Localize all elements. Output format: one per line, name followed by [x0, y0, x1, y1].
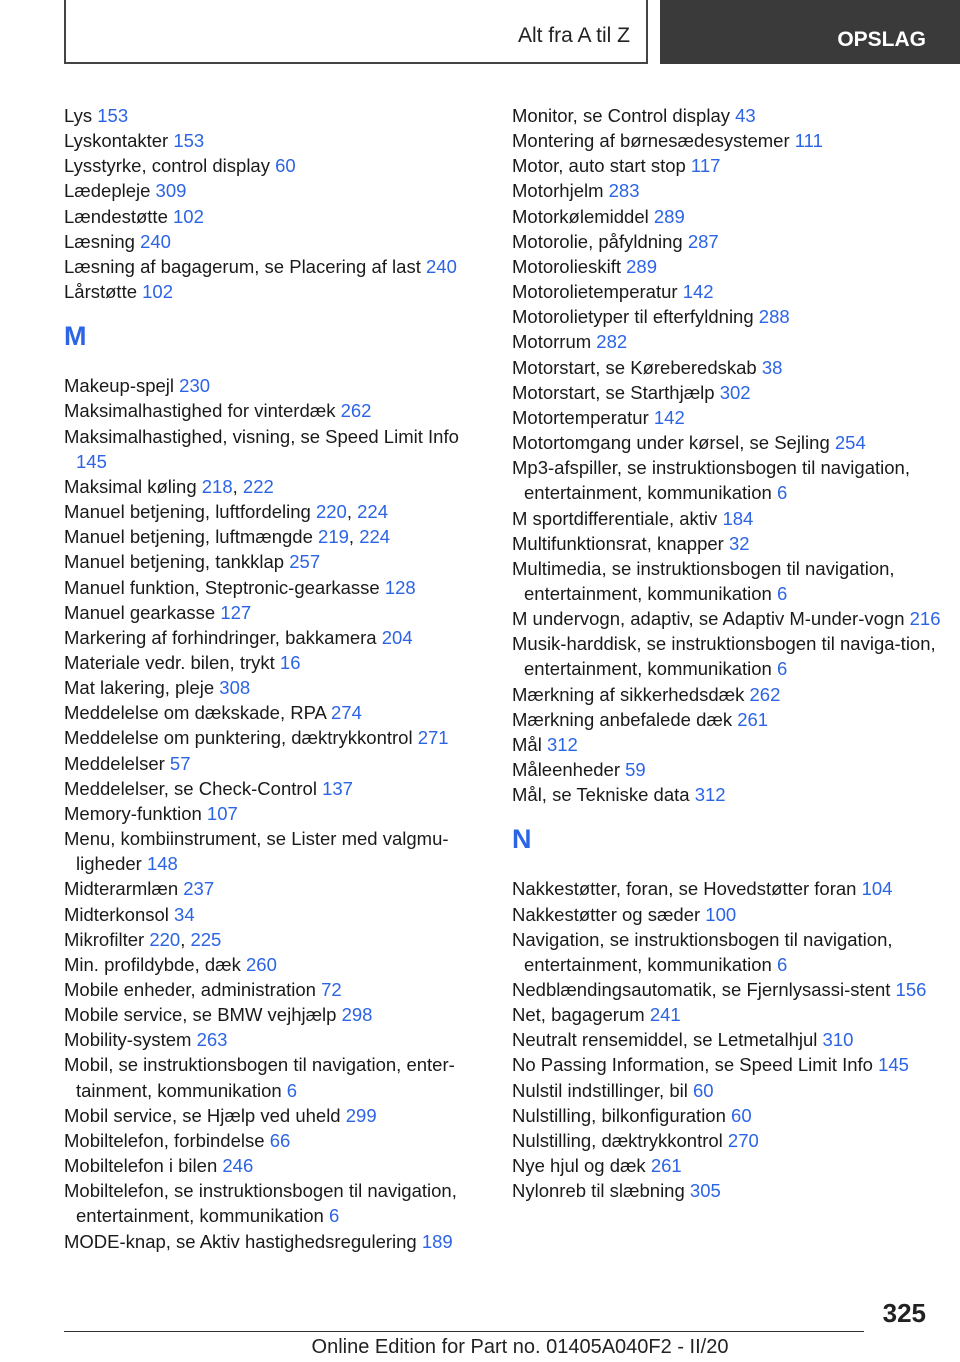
- index-entry: [64, 128, 484, 153]
- index-entry: [64, 600, 484, 625]
- page-reference-link[interactable]: 308: [219, 677, 251, 699]
- page-reference-link[interactable]: 312: [546, 733, 578, 755]
- index-entry-term: Motorrum: [512, 331, 592, 353]
- page-reference-link[interactable]: 254: [834, 432, 866, 454]
- index-entry: [512, 682, 942, 707]
- index-column-right: [512, 103, 942, 1203]
- page-reference-link[interactable]: 309: [155, 180, 187, 202]
- index-entry: [512, 153, 942, 178]
- index-entry: [64, 575, 484, 600]
- index-entry: [64, 1052, 484, 1102]
- index-entry: [64, 1153, 484, 1178]
- index-entry-term: Navigation, se instruktionsbogen til navigation, entertainment, kommunikation: [512, 928, 893, 975]
- index-entry: [64, 204, 484, 229]
- index-entry: Manuel betjening, luftfordeling 220, 224: [64, 501, 389, 523]
- page-number: 325: [882, 1298, 926, 1328]
- index-entry-term: M undervogn, adaptiv, se Adaptiv M-under-vogn: [512, 608, 905, 630]
- index-entry-term: Mobiltelefon, forbindelse: [64, 1129, 265, 1151]
- index-entry: [64, 675, 484, 700]
- page-reference-link[interactable]: 263: [196, 1029, 228, 1051]
- page-reference-link[interactable]: 282: [596, 331, 628, 353]
- page-reference-link[interactable]: 184: [722, 507, 754, 529]
- page-reference-link[interactable]: 142: [653, 406, 685, 428]
- index-entry-term: Meddelelse om punktering, dæktrykkontrol: [64, 727, 413, 749]
- page-reference-link[interactable]: 246: [222, 1155, 254, 1177]
- index-entry: [512, 732, 942, 757]
- index-entry: [64, 650, 484, 675]
- index-entry-term: Motorolieskift: [512, 255, 621, 277]
- index-entry-term: Motorolie, påfyldning: [512, 230, 683, 252]
- index-entry-term: Nulstil indstillinger, bil: [512, 1079, 688, 1101]
- page-reference-link[interactable]: 240: [426, 255, 457, 277]
- page-reference-link[interactable]: 310: [822, 1029, 854, 1051]
- index-entry-term: Mp3-afspiller, se instruktionsbogen til navigation, entertainment, kommunikation: [512, 457, 910, 504]
- index-entry-term: Meddelelse om dækskade, RPA: [64, 702, 326, 724]
- index-entry-term: Maksimalhastighed for vinterdæk: [64, 400, 336, 422]
- index-entry-term: Nulstilling, bilkonfiguration: [512, 1104, 726, 1126]
- index-entry: [64, 103, 484, 128]
- page-reference-link[interactable]: 204: [381, 626, 413, 648]
- index-entry: [512, 1078, 942, 1103]
- index-entry: [512, 178, 942, 203]
- index-entry: [64, 977, 484, 1002]
- page-reference-link[interactable]: 60: [275, 155, 296, 177]
- index-entry: [64, 751, 484, 776]
- index-entry: [512, 455, 942, 505]
- index-entry: [512, 405, 942, 430]
- index-entry-term: Mærkning anbefalede dæk: [512, 708, 733, 730]
- page-reference-link[interactable]: 6: [776, 482, 788, 504]
- index-entry-term: Manuel betjening, tankklap: [64, 551, 285, 573]
- index-entry-term: Motorolietyper til efterfyldning: [512, 306, 754, 328]
- page-reference-link[interactable]: 287: [687, 230, 719, 252]
- index-entry: [512, 556, 942, 606]
- page-reference-link[interactable]: 222: [242, 475, 274, 497]
- index-entry: Mikrofilter 220, 225: [64, 928, 222, 950]
- index-entry: [64, 1178, 484, 1228]
- page-reference-link[interactable]: 153: [173, 130, 205, 152]
- page-reference-link[interactable]: 43: [735, 105, 756, 126]
- page-reference-link[interactable]: 237: [183, 878, 215, 900]
- index-entry: [64, 625, 484, 650]
- index-entry: [512, 631, 942, 681]
- index-entry: [64, 229, 484, 254]
- page-reference-link[interactable]: 72: [321, 979, 342, 1000]
- index-entry: [64, 1002, 484, 1027]
- index-entry: [64, 1103, 484, 1128]
- page-reference-link[interactable]: 153: [97, 105, 129, 126]
- index-letter-heading: N: [512, 824, 532, 855]
- index-entry: [64, 902, 484, 927]
- page-reference-link[interactable]: 218: [201, 475, 233, 497]
- page-reference-link[interactable]: 220: [315, 501, 347, 523]
- index-entry: [512, 927, 942, 977]
- page-reference-link[interactable]: 6: [286, 1079, 298, 1101]
- page-reference-link[interactable]: 34: [174, 903, 195, 925]
- index-entry-term: Nylonreb til slæbning: [512, 1180, 685, 1202]
- page-reference-link[interactable]: 59: [625, 759, 646, 781]
- index-entry-term: Midterarmlæn: [64, 878, 179, 900]
- index-entry-term: Lysstyrke, control display: [64, 155, 270, 177]
- page-reference-link[interactable]: 66: [269, 1129, 291, 1151]
- index-entry-term: Motortomgang under kørsel, se Sejling: [512, 432, 830, 454]
- index-entry: [64, 1128, 484, 1153]
- index-entry: [512, 355, 942, 380]
- index-entry-term: Mikrofilter: [64, 928, 145, 950]
- index-entry: [64, 153, 484, 178]
- page-reference-link[interactable]: 271: [417, 727, 449, 749]
- index-entry-term: Lændestøtte: [64, 205, 168, 227]
- index-entry: [512, 707, 942, 732]
- index-entry-term: Mobiltelefon i bilen: [64, 1155, 218, 1177]
- page-reference-link[interactable]: 270: [727, 1129, 759, 1151]
- index-entry-term: Motorstart, se Køreberedskab: [512, 356, 757, 378]
- index-entry-term: Memory-funktion: [64, 802, 202, 824]
- index-entry-term: Meddelelser: [64, 752, 165, 774]
- index-entry-term: Mobil service, se Hjælp ved uheld: [64, 1104, 341, 1126]
- index-entry-term: Mål, se Tekniske data: [512, 784, 690, 806]
- index-entry-term: Lårstøtte: [64, 281, 137, 303]
- index-entry-term: Mobiltelefon, se instruktionsbogen til navigation, entertainment, kommunikation: [64, 1180, 457, 1227]
- index-entry: [64, 700, 484, 725]
- index-entry-term: Materiale vedr. bilen, trykt: [64, 651, 275, 673]
- page-reference-link[interactable]: 261: [650, 1155, 682, 1177]
- index-entry: [512, 1027, 942, 1052]
- page-reference-link[interactable]: 6: [328, 1205, 340, 1227]
- page-reference-link[interactable]: 117: [690, 155, 721, 177]
- index-entry: [512, 1128, 942, 1153]
- index-entry-term: Monitor, se Control display: [512, 105, 730, 126]
- page-reference-link[interactable]: 6: [776, 582, 788, 604]
- page-reference-link[interactable]: 289: [653, 205, 685, 227]
- page-reference-link[interactable]: 261: [737, 708, 769, 730]
- index-entry: [512, 304, 942, 329]
- page-reference-link[interactable]: 220: [149, 928, 181, 950]
- index-entry-term: M sportdifferentiale, aktiv: [512, 507, 718, 529]
- index-entry-term: Lys: [64, 105, 93, 126]
- index-entry-term: Mobil, se instruktionsbogen til navigation, enter-tainment, kommunikation: [64, 1054, 455, 1101]
- index-entry-term: Mobile enheder, administration: [64, 979, 316, 1000]
- index-letter-heading: M: [64, 321, 87, 352]
- index-entry: [64, 876, 484, 901]
- index-entry: [64, 826, 484, 876]
- page-reference-link[interactable]: 128: [384, 576, 416, 598]
- index-entry-term: Mat lakering, pleje: [64, 677, 215, 699]
- index-entry-term: Net, bagagerum: [512, 1004, 645, 1026]
- page-reference-link[interactable]: 100: [705, 903, 737, 925]
- index-entry: [64, 1027, 484, 1052]
- index-entry: [64, 549, 484, 574]
- index-entry-term: Manuel funktion, Steptronic-gearkasse: [64, 576, 380, 598]
- index-entry: [512, 430, 942, 455]
- page-reference-link[interactable]: 145: [878, 1054, 909, 1076]
- index-entry-term: Montering af børnesædesystemer: [512, 130, 790, 152]
- index-entry-term: Nakkestøtter, foran, se Hovedstøtter foran: [512, 878, 857, 900]
- page-reference-link[interactable]: 262: [340, 400, 372, 422]
- index-entry: [512, 1153, 942, 1178]
- index-entry-term: Nakkestøtter og sæder: [512, 903, 701, 925]
- page-reference-link[interactable]: 241: [649, 1004, 681, 1026]
- page-reference-link[interactable]: 6: [776, 953, 788, 975]
- index-entry-term: Min. profildybde, dæk: [64, 953, 241, 975]
- index-entry: [512, 876, 942, 901]
- page-reference-link[interactable]: 274: [331, 702, 362, 724]
- page-reference-link[interactable]: 156: [895, 979, 927, 1000]
- index-entry-term: Maksimal køling: [64, 475, 197, 497]
- index-entry: [512, 329, 942, 354]
- index-entry-term: Mobile service, se BMW vejhjælp: [64, 1004, 337, 1026]
- index-entry-term: Motorolietemperatur: [512, 281, 678, 303]
- index-entry-term: MODE-knap, se Aktiv hastighedsregulering: [64, 1230, 417, 1252]
- index-entry: [64, 424, 484, 474]
- index-entry: [64, 801, 484, 826]
- page-reference-link[interactable]: 142: [682, 281, 714, 303]
- index-entry: [512, 902, 942, 927]
- index-entry: [512, 1178, 942, 1203]
- page-reference-link[interactable]: 289: [626, 255, 657, 277]
- index-entry-term: Meddelelser, se Check-Control: [64, 777, 317, 799]
- index-entry: [64, 1229, 484, 1254]
- page-reference-link[interactable]: 38: [761, 356, 783, 378]
- page-reference-link[interactable]: 299: [345, 1104, 377, 1126]
- index-entry: [512, 1103, 942, 1128]
- page-reference-link[interactable]: 230: [179, 375, 211, 397]
- index-entry-term: Neutralt rensemiddel, se Letmetalhjul: [512, 1029, 818, 1051]
- index-entry-term: Multimedia, se instruktionsbogen til navigation, entertainment, kommunikation: [512, 557, 895, 604]
- index-entry: [64, 254, 484, 279]
- page-reference-link[interactable]: 219: [318, 526, 349, 548]
- page-reference-link[interactable]: 257: [289, 551, 321, 573]
- index-entry: [512, 782, 942, 807]
- index-entry-term: Mobility-system: [64, 1029, 192, 1051]
- page-reference-link[interactable]: 60: [731, 1104, 752, 1126]
- page-reference-link[interactable]: 145: [76, 450, 107, 472]
- page-reference-link[interactable]: 216: [909, 608, 941, 630]
- index-entry-term: Manuel gearkasse: [64, 601, 216, 623]
- page-reference-link[interactable]: 32: [728, 532, 750, 554]
- index-entry: Manuel betjening, luftmængde 219, 224: [64, 526, 391, 548]
- index-entry-term: Mål: [512, 733, 542, 755]
- page-reference-link[interactable]: 262: [749, 683, 781, 705]
- index-entry-term: Motorstart, se Starthjælp: [512, 381, 715, 403]
- page-reference-link[interactable]: 260: [246, 953, 277, 975]
- index-entry-term: Læsning: [64, 230, 135, 252]
- index-entry: [64, 776, 484, 801]
- page-reference-link[interactable]: 102: [173, 205, 204, 227]
- page-reference-link[interactable]: 302: [719, 381, 751, 403]
- index-entry-term: Multifunktionsrat, knapper: [512, 532, 724, 554]
- index-entry-term: Nye hjul og dæk: [512, 1155, 646, 1177]
- index-entry: [64, 725, 484, 750]
- index-entry-term: Menu, kombiinstrument, se Lister med valgmu-ligheder: [64, 828, 449, 875]
- index-entry: [512, 380, 942, 405]
- index-entry: [512, 229, 942, 254]
- index-entry: [64, 279, 484, 304]
- index-entry-term: Mærkning af sikkerhedsdæk: [512, 683, 745, 705]
- index-entry-term: Nedblændingsautomatik, se Fjernlysassi-stent: [512, 979, 891, 1000]
- index-entry: [64, 952, 484, 977]
- index-entry-term: Manuel betjening, luftfordeling: [64, 501, 311, 523]
- page-reference-link[interactable]: 148: [146, 853, 178, 875]
- index-entry-term: Maksimalhastighed, visning, se Speed Limit Info: [64, 425, 459, 447]
- page-reference-link[interactable]: 127: [220, 601, 252, 623]
- index-entry-term: No Passing Information, se Speed Limit Info: [512, 1054, 873, 1076]
- index-entry-term: Lyskontakter: [64, 130, 169, 152]
- page-reference-link[interactable]: 298: [341, 1004, 373, 1026]
- index-entry: [64, 178, 484, 203]
- page-reference-link[interactable]: 102: [142, 281, 174, 303]
- index-entry: [512, 1052, 942, 1077]
- page-reference-link[interactable]: 288: [758, 306, 790, 328]
- index-entry-term: Musik-harddisk, se instruktionsbogen til naviga-tion, entertainment, kommunikation: [512, 633, 936, 680]
- page-reference-link[interactable]: 107: [206, 802, 238, 824]
- index-entry: [512, 506, 942, 531]
- page-reference-link[interactable]: 283: [608, 180, 640, 202]
- index-entry: [512, 204, 942, 229]
- index-entry: [512, 103, 942, 128]
- index-entry: [512, 977, 942, 1002]
- page-reference-link[interactable]: 312: [694, 784, 726, 806]
- footer-rule: [64, 1331, 864, 1332]
- index-entry-term: Læsning af bagagerum, se Placering af last: [64, 255, 421, 277]
- index-entry-term: Midterkonsol: [64, 903, 169, 925]
- index-entry-term: Motorhjelm: [512, 180, 604, 202]
- page-reference-link[interactable]: 305: [689, 1180, 721, 1202]
- page-reference-link[interactable]: 104: [861, 878, 893, 900]
- index-entry-term: Makeup-spejl: [64, 375, 175, 397]
- index-entry: [512, 279, 942, 304]
- index-entry: [512, 1002, 942, 1027]
- index-entry-term: Motortemperatur: [512, 406, 649, 428]
- page-reference-link[interactable]: 224: [357, 501, 389, 523]
- index-entry-term: Manuel betjening, luftmængde: [64, 526, 313, 548]
- page-reference-link[interactable]: 240: [140, 230, 171, 252]
- page-reference-link[interactable]: 189: [421, 1230, 453, 1252]
- index-entry: [512, 757, 942, 782]
- page-reference-link[interactable]: 6: [776, 658, 788, 680]
- page-reference-link[interactable]: 111: [794, 130, 823, 152]
- page-reference-link[interactable]: 137: [322, 777, 353, 799]
- index-entry-term: Motorkølemiddel: [512, 205, 649, 227]
- index-entry: [512, 531, 942, 556]
- index-entry: [64, 398, 484, 423]
- index-entry: [512, 128, 942, 153]
- page-reference-link[interactable]: 224: [359, 526, 391, 548]
- index-entry-term: Motor, auto start stop: [512, 155, 686, 177]
- footer-edition-text: Online Edition for Part no. 01405A040F2 - II/20: [311, 1336, 729, 1358]
- index-entry: Maksimal køling 218, 222: [64, 475, 274, 497]
- index-entry: [512, 606, 942, 631]
- header-tab: OPSLAG: [660, 0, 960, 64]
- index-entry-term: Nulstilling, dæktrykkontrol: [512, 1129, 723, 1151]
- page-reference-link[interactable]: 16: [279, 651, 301, 673]
- page-reference-link[interactable]: 225: [190, 928, 222, 950]
- index-entry: [512, 254, 942, 279]
- index-entry: [64, 373, 484, 398]
- index-entry-term: Markering af forhindringer, bakkamera: [64, 626, 377, 648]
- header-section-title: Alt fra A til Z: [517, 24, 630, 47]
- index-column-left: [64, 103, 484, 1254]
- page-reference-link[interactable]: 60: [692, 1079, 714, 1101]
- page-reference-link[interactable]: 57: [169, 752, 191, 774]
- index-entry-term: Lædepleje: [64, 180, 151, 202]
- index-entry-term: Måleenheder: [512, 759, 620, 781]
